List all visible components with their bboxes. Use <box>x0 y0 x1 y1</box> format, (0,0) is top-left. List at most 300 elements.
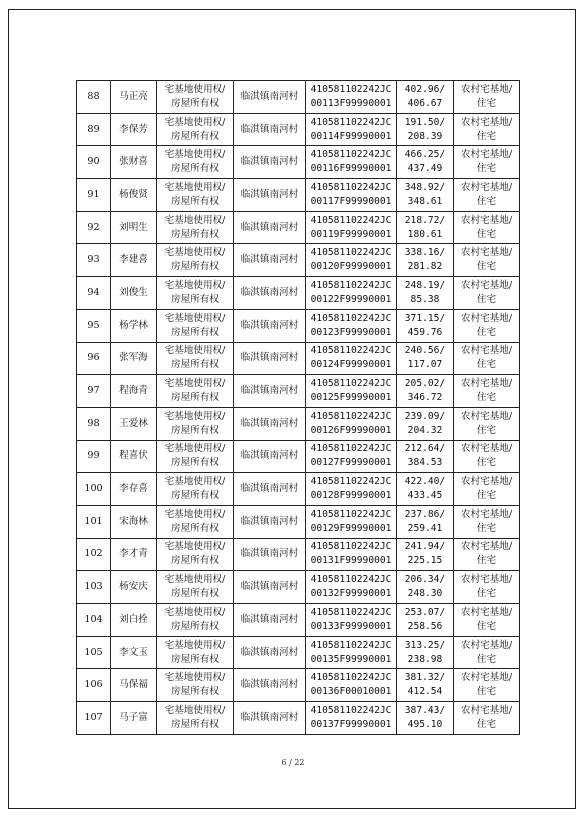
right-type-cell-line: 宅基地使用权/ <box>164 672 226 684</box>
owner-name-cell: 李建喜 <box>111 244 157 277</box>
land-use-cell-line: 农村宅基地/ <box>460 116 513 128</box>
row-number-cell: 92 <box>77 211 111 244</box>
location-cell: 临淇镇南河村 <box>234 375 306 408</box>
row-number-cell: 100 <box>77 473 111 506</box>
table-row <box>77 113 520 146</box>
right-type-cell-line: 宅基地使用权/ <box>164 639 226 651</box>
right-type-cell <box>157 636 234 669</box>
right-type-cell-line: 宅基地使用权/ <box>164 116 226 128</box>
unit-code-cell-line: 00131F99990001 <box>310 555 392 567</box>
right-type-cell <box>157 375 234 408</box>
unit-code-cell-line: 00133F99990001 <box>310 620 392 632</box>
right-type-cell-line: 房屋所有权 <box>171 620 219 632</box>
unit-code-cell-line: 410581102242JC <box>310 83 392 95</box>
right-type-cell <box>157 342 234 375</box>
page-number: 6 / 22 <box>281 758 305 767</box>
land-use-cell-line: 农村宅基地/ <box>460 83 513 95</box>
unit-code-cell <box>306 309 397 342</box>
land-use-cell-line: 住宅 <box>476 457 497 469</box>
right-type-cell <box>157 309 234 342</box>
land-use-cell-line: 住宅 <box>476 97 497 109</box>
land-use-cell-line: 住宅 <box>476 359 497 371</box>
land-use-cell-line: 住宅 <box>476 261 497 273</box>
unit-code-cell-line: 410581102242JC <box>310 606 392 618</box>
unit-code-cell-line: 00128F99990001 <box>310 490 392 502</box>
land-use-cell-line: 农村宅基地/ <box>460 541 513 553</box>
right-type-cell <box>157 277 234 310</box>
area-cell <box>397 505 454 538</box>
unit-code-cell <box>306 636 397 669</box>
land-use-cell-line: 住宅 <box>476 718 497 730</box>
table-row <box>77 571 520 604</box>
right-type-cell-line: 宅基地使用权/ <box>164 443 226 455</box>
location-cell: 临淇镇南河村 <box>234 309 306 342</box>
unit-code-cell-line: 410581102242JC <box>310 410 392 422</box>
right-type-cell-line: 宅基地使用权/ <box>164 378 226 390</box>
unit-code-cell <box>306 538 397 571</box>
land-use-cell <box>454 669 520 702</box>
land-use-cell-line: 住宅 <box>476 293 497 305</box>
unit-code-cell-line: 00132F99990001 <box>310 588 392 600</box>
unit-code-cell <box>306 211 397 244</box>
area-cell-line: 238.98 <box>407 653 443 665</box>
unit-code-cell-line: 410581102242JC <box>310 704 392 716</box>
area-cell-line: 348.61 <box>407 195 443 207</box>
land-use-cell-line: 住宅 <box>476 686 497 698</box>
row-number-cell: 106 <box>77 669 111 702</box>
area-cell-line: 218.72/ <box>404 214 446 226</box>
area-cell-line: 85.38 <box>410 293 440 305</box>
land-use-cell <box>454 440 520 473</box>
land-use-cell-line: 农村宅基地/ <box>460 508 513 520</box>
unit-code-cell-line: 00114F99990001 <box>310 130 392 142</box>
area-cell-line: 253.07/ <box>404 606 446 618</box>
land-use-cell-line: 农村宅基地/ <box>460 247 513 259</box>
area-cell-line: 406.67 <box>407 97 443 109</box>
area-cell-line: 437.49 <box>407 163 443 175</box>
unit-code-cell <box>306 113 397 146</box>
right-type-cell-line: 宅基地使用权/ <box>164 704 226 716</box>
right-type-cell <box>157 244 234 277</box>
area-cell-line: 205.02/ <box>404 378 446 390</box>
right-type-cell-line: 宅基地使用权/ <box>164 279 226 291</box>
unit-code-cell <box>306 375 397 408</box>
area-cell-line: 387.43/ <box>404 704 446 716</box>
land-use-cell-line: 农村宅基地/ <box>460 279 513 291</box>
owner-name-cell: 李存喜 <box>111 473 157 506</box>
unit-code-cell <box>306 342 397 375</box>
right-type-cell <box>157 146 234 179</box>
owner-name-cell: 杨俊贤 <box>111 179 157 212</box>
right-type-cell-line: 房屋所有权 <box>171 326 219 338</box>
land-use-cell-line: 农村宅基地/ <box>460 443 513 455</box>
table-row <box>77 179 520 212</box>
land-use-cell <box>454 211 520 244</box>
right-type-cell-line: 房屋所有权 <box>171 293 219 305</box>
table-row <box>77 81 520 114</box>
area-cell <box>397 571 454 604</box>
area-cell <box>397 538 454 571</box>
row-number-cell: 99 <box>77 440 111 473</box>
table-row <box>77 669 520 702</box>
area-cell-line: 281.82 <box>407 261 443 273</box>
right-type-cell-line: 宅基地使用权/ <box>164 181 226 193</box>
right-type-cell-line: 房屋所有权 <box>171 718 219 730</box>
area-cell <box>397 277 454 310</box>
property-registry-table <box>76 80 520 735</box>
row-number-cell: 90 <box>77 146 111 179</box>
table-row <box>77 277 520 310</box>
unit-code-cell-line: 00129F99990001 <box>310 522 392 534</box>
unit-code-cell <box>306 440 397 473</box>
area-cell-line: 239.09/ <box>404 410 446 422</box>
row-number-cell: 104 <box>77 604 111 637</box>
right-type-cell <box>157 407 234 440</box>
right-type-cell-line: 宅基地使用权/ <box>164 149 226 161</box>
table-row <box>77 505 520 538</box>
area-cell-line: 313.25/ <box>404 639 446 651</box>
row-number-cell: 105 <box>77 636 111 669</box>
area-cell <box>397 309 454 342</box>
right-type-cell-line: 房屋所有权 <box>171 97 219 109</box>
right-type-cell-line: 房屋所有权 <box>171 195 219 207</box>
land-use-cell-line: 农村宅基地/ <box>460 345 513 357</box>
unit-code-cell-line: 00125F99990001 <box>310 392 392 404</box>
row-number-cell: 107 <box>77 702 111 735</box>
land-use-cell-line: 农村宅基地/ <box>460 704 513 716</box>
owner-name-cell: 马正亮 <box>111 81 157 114</box>
location-cell: 临淇镇南河村 <box>234 407 306 440</box>
land-use-cell <box>454 244 520 277</box>
unit-code-cell <box>306 179 397 212</box>
land-use-cell <box>454 538 520 571</box>
right-type-cell-line: 宅基地使用权/ <box>164 214 226 226</box>
area-cell-line: 208.39 <box>407 130 443 142</box>
row-number-cell: 89 <box>77 113 111 146</box>
land-use-cell-line: 住宅 <box>476 620 497 632</box>
unit-code-cell-line: 00113F99990001 <box>310 97 392 109</box>
right-type-cell-line: 宅基地使用权/ <box>164 83 226 95</box>
table-row <box>77 473 520 506</box>
area-cell-line: 371.15/ <box>404 312 446 324</box>
area-cell-line: 459.76 <box>407 326 443 338</box>
table-row <box>77 211 520 244</box>
land-use-cell-line: 农村宅基地/ <box>460 378 513 390</box>
unit-code-cell-line: 00117F99990001 <box>310 195 392 207</box>
location-cell: 临淇镇南河村 <box>234 669 306 702</box>
area-cell-line: 466.25/ <box>404 149 446 161</box>
land-use-cell <box>454 309 520 342</box>
right-type-cell-line: 宅基地使用权/ <box>164 410 226 422</box>
land-use-cell-line: 农村宅基地/ <box>460 476 513 488</box>
area-cell-line: 248.19/ <box>404 279 446 291</box>
area-cell-line: 495.10 <box>407 718 443 730</box>
table-row <box>77 604 520 637</box>
land-use-cell <box>454 636 520 669</box>
area-cell <box>397 179 454 212</box>
area-cell <box>397 407 454 440</box>
unit-code-cell <box>306 571 397 604</box>
unit-code-cell-line: 410581102242JC <box>310 279 392 291</box>
owner-name-cell: 王爱林 <box>111 407 157 440</box>
owner-name-cell: 张军海 <box>111 342 157 375</box>
land-use-cell-line: 农村宅基地/ <box>460 312 513 324</box>
location-cell: 临淇镇南河村 <box>234 440 306 473</box>
unit-code-cell-line: 00123F99990001 <box>310 326 392 338</box>
area-cell-line: 338.16/ <box>404 247 446 259</box>
location-cell: 临淇镇南河村 <box>234 342 306 375</box>
right-type-cell <box>157 538 234 571</box>
right-type-cell <box>157 571 234 604</box>
unit-code-cell <box>306 702 397 735</box>
land-use-cell-line: 农村宅基地/ <box>460 606 513 618</box>
owner-name-cell: 李才青 <box>111 538 157 571</box>
right-type-cell-line: 宅基地使用权/ <box>164 541 226 553</box>
owner-name-cell: 马保福 <box>111 669 157 702</box>
row-number-cell: 94 <box>77 277 111 310</box>
table-row <box>77 146 520 179</box>
unit-code-cell <box>306 473 397 506</box>
unit-code-cell-line: 410581102242JC <box>310 672 392 684</box>
unit-code-cell-line: 00120F99990001 <box>310 261 392 273</box>
location-cell: 临淇镇南河村 <box>234 146 306 179</box>
owner-name-cell: 刘白拴 <box>111 604 157 637</box>
location-cell: 临淇镇南河村 <box>234 244 306 277</box>
land-use-cell-line: 住宅 <box>476 228 497 240</box>
right-type-cell <box>157 179 234 212</box>
area-cell <box>397 342 454 375</box>
right-type-cell-line: 房屋所有权 <box>171 261 219 273</box>
unit-code-cell <box>306 244 397 277</box>
land-use-cell <box>454 342 520 375</box>
location-cell: 临淇镇南河村 <box>234 277 306 310</box>
unit-code-cell-line: 00137F99990001 <box>310 718 392 730</box>
area-cell-line: 237.86/ <box>404 508 446 520</box>
owner-name-cell: 马子富 <box>111 702 157 735</box>
right-type-cell-line: 房屋所有权 <box>171 653 219 665</box>
owner-name-cell: 张财喜 <box>111 146 157 179</box>
area-cell-line: 258.56 <box>407 620 443 632</box>
area-cell-line: 384.53 <box>407 457 443 469</box>
right-type-cell-line: 房屋所有权 <box>171 424 219 436</box>
right-type-cell-line: 房屋所有权 <box>171 130 219 142</box>
area-cell <box>397 113 454 146</box>
right-type-cell-line: 房屋所有权 <box>171 392 219 404</box>
area-cell-line: 206.34/ <box>404 574 446 586</box>
right-type-cell <box>157 113 234 146</box>
owner-name-cell: 杨学林 <box>111 309 157 342</box>
owner-name-cell: 刘俊生 <box>111 277 157 310</box>
location-cell: 临淇镇南河村 <box>234 179 306 212</box>
land-use-cell <box>454 81 520 114</box>
right-type-cell <box>157 473 234 506</box>
area-cell-line: 225.15 <box>407 555 443 567</box>
area-cell <box>397 473 454 506</box>
area-cell-line: 381.32/ <box>404 672 446 684</box>
area-cell-line: 348.92/ <box>404 181 446 193</box>
unit-code-cell <box>306 669 397 702</box>
land-use-cell-line: 住宅 <box>476 392 497 404</box>
location-cell: 临淇镇南河村 <box>234 604 306 637</box>
right-type-cell-line: 房屋所有权 <box>171 359 219 371</box>
row-number-cell: 97 <box>77 375 111 408</box>
right-type-cell-line: 宅基地使用权/ <box>164 476 226 488</box>
unit-code-cell <box>306 146 397 179</box>
area-cell-line: 433.45 <box>407 490 443 502</box>
location-cell: 临淇镇南河村 <box>234 702 306 735</box>
area-cell-line: 259.41 <box>407 522 443 534</box>
land-use-cell <box>454 146 520 179</box>
land-use-cell-line: 农村宅基地/ <box>460 574 513 586</box>
area-cell <box>397 81 454 114</box>
location-cell: 临淇镇南河村 <box>234 538 306 571</box>
row-number-cell: 96 <box>77 342 111 375</box>
unit-code-cell-line: 410581102242JC <box>310 345 392 357</box>
area-cell-line: 402.96/ <box>404 83 446 95</box>
unit-code-cell-line: 410581102242JC <box>310 214 392 226</box>
right-type-cell <box>157 604 234 637</box>
location-cell: 临淇镇南河村 <box>234 571 306 604</box>
table-body <box>77 81 520 735</box>
area-cell <box>397 375 454 408</box>
owner-name-cell: 李文玉 <box>111 636 157 669</box>
unit-code-cell-line: 00126F99990001 <box>310 424 392 436</box>
right-type-cell-line: 房屋所有权 <box>171 522 219 534</box>
location-cell: 临淇镇南河村 <box>234 505 306 538</box>
right-type-cell-line: 宅基地使用权/ <box>164 606 226 618</box>
location-cell: 临淇镇南河村 <box>234 113 306 146</box>
area-cell <box>397 211 454 244</box>
land-use-cell-line: 农村宅基地/ <box>460 181 513 193</box>
unit-code-cell-line: 410581102242JC <box>310 312 392 324</box>
right-type-cell <box>157 211 234 244</box>
right-type-cell <box>157 440 234 473</box>
land-use-cell-line: 农村宅基地/ <box>460 672 513 684</box>
land-use-cell <box>454 505 520 538</box>
area-cell-line: 212.64/ <box>404 443 446 455</box>
area-cell-line: 180.61 <box>407 228 443 240</box>
unit-code-cell-line: 410581102242JC <box>310 508 392 520</box>
land-use-cell-line: 农村宅基地/ <box>460 639 513 651</box>
land-use-cell-line: 住宅 <box>476 163 497 175</box>
land-use-cell-line: 住宅 <box>476 653 497 665</box>
owner-name-cell: 李保芳 <box>111 113 157 146</box>
unit-code-cell <box>306 604 397 637</box>
area-cell <box>397 669 454 702</box>
land-use-cell <box>454 473 520 506</box>
right-type-cell-line: 房屋所有权 <box>171 686 219 698</box>
location-cell: 临淇镇南河村 <box>234 81 306 114</box>
owner-name-cell: 杨安庆 <box>111 571 157 604</box>
right-type-cell <box>157 702 234 735</box>
land-use-cell-line: 住宅 <box>476 490 497 502</box>
owner-name-cell: 宋海林 <box>111 505 157 538</box>
location-cell: 临淇镇南河村 <box>234 636 306 669</box>
area-cell-line: 412.54 <box>407 686 443 698</box>
land-use-cell-line: 农村宅基地/ <box>460 410 513 422</box>
land-use-cell-line: 农村宅基地/ <box>460 214 513 226</box>
unit-code-cell-line: 410581102242JC <box>310 574 392 586</box>
land-use-cell-line: 住宅 <box>476 195 497 207</box>
area-cell-line: 191.50/ <box>404 116 446 128</box>
row-number-cell: 95 <box>77 309 111 342</box>
owner-name-cell: 刘明生 <box>111 211 157 244</box>
unit-code-cell-line: 00122F99990001 <box>310 293 392 305</box>
land-use-cell <box>454 702 520 735</box>
area-cell <box>397 244 454 277</box>
right-type-cell-line: 房屋所有权 <box>171 555 219 567</box>
area-cell-line: 422.40/ <box>404 476 446 488</box>
row-number-cell: 93 <box>77 244 111 277</box>
right-type-cell-line: 宅基地使用权/ <box>164 508 226 520</box>
location-cell: 临淇镇南河村 <box>234 473 306 506</box>
unit-code-cell-line: 00116F99990001 <box>310 163 392 175</box>
table-row <box>77 342 520 375</box>
table-row <box>77 538 520 571</box>
right-type-cell-line: 宅基地使用权/ <box>164 345 226 357</box>
table-row <box>77 375 520 408</box>
row-number-cell: 101 <box>77 505 111 538</box>
land-use-cell <box>454 407 520 440</box>
unit-code-cell-line: 410581102242JC <box>310 149 392 161</box>
land-use-cell-line: 住宅 <box>476 424 497 436</box>
area-cell <box>397 440 454 473</box>
unit-code-cell-line: 410581102242JC <box>310 476 392 488</box>
area-cell <box>397 636 454 669</box>
unit-code-cell-line: 00124F99990001 <box>310 359 392 371</box>
right-type-cell-line: 房屋所有权 <box>171 163 219 175</box>
land-use-cell-line: 住宅 <box>476 588 497 600</box>
unit-code-cell <box>306 277 397 310</box>
row-number-cell: 102 <box>77 538 111 571</box>
land-use-cell <box>454 277 520 310</box>
land-use-cell-line: 农村宅基地/ <box>460 149 513 161</box>
unit-code-cell <box>306 81 397 114</box>
unit-code-cell-line: 00135F99990001 <box>310 653 392 665</box>
area-cell-line: 241.94/ <box>404 541 446 553</box>
right-type-cell <box>157 81 234 114</box>
area-cell <box>397 146 454 179</box>
row-number-cell: 91 <box>77 179 111 212</box>
row-number-cell: 98 <box>77 407 111 440</box>
land-use-cell-line: 住宅 <box>476 130 497 142</box>
table-row <box>77 702 520 735</box>
land-use-cell <box>454 179 520 212</box>
right-type-cell-line: 房屋所有权 <box>171 457 219 469</box>
unit-code-cell <box>306 505 397 538</box>
table-row <box>77 407 520 440</box>
right-type-cell-line: 房屋所有权 <box>171 228 219 240</box>
area-cell-line: 204.32 <box>407 424 443 436</box>
land-use-cell-line: 住宅 <box>476 555 497 567</box>
right-type-cell-line: 房屋所有权 <box>171 490 219 502</box>
location-cell: 临淇镇南河村 <box>234 211 306 244</box>
table-row <box>77 244 520 277</box>
area-cell-line: 346.72 <box>407 392 443 404</box>
unit-code-cell-line: 00136F00010001 <box>310 686 392 698</box>
row-number-cell: 103 <box>77 571 111 604</box>
unit-code-cell-line: 410581102242JC <box>310 116 392 128</box>
area-cell-line: 117.07 <box>407 359 443 371</box>
unit-code-cell-line: 410581102242JC <box>310 378 392 390</box>
area-cell <box>397 604 454 637</box>
unit-code-cell-line: 00119F99990001 <box>310 228 392 240</box>
land-use-cell-line: 住宅 <box>476 326 497 338</box>
right-type-cell <box>157 505 234 538</box>
right-type-cell-line: 房屋所有权 <box>171 588 219 600</box>
owner-name-cell: 程海青 <box>111 375 157 408</box>
unit-code-cell <box>306 407 397 440</box>
